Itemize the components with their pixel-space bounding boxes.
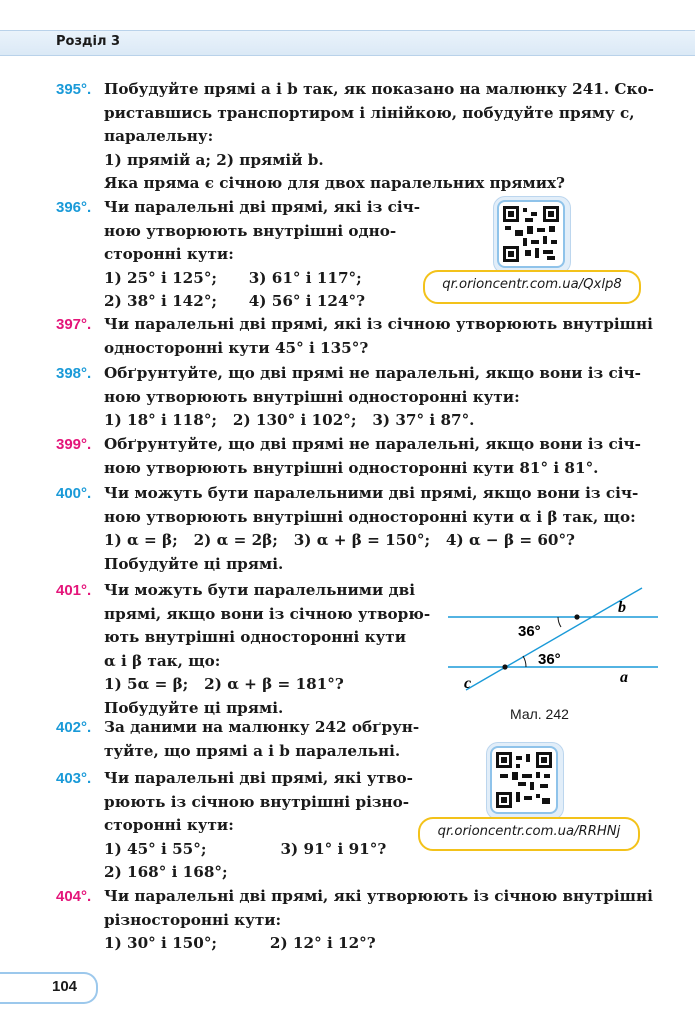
angle-arc — [523, 656, 526, 667]
label-c: c — [464, 675, 472, 692]
problem-line: 2) 38° і 142°; 4) 56° і 124°? — [104, 292, 366, 310]
problem-line: Чи паралельні дві прямі, які із січною утворюють внутрішні — [104, 315, 653, 333]
problem-number: 396°. — [56, 199, 92, 216]
problem-number: 399°. — [56, 436, 92, 453]
problem-number: 398°. — [56, 365, 92, 382]
problem-line: 1) 18° і 118°; 2) 130° і 102°; 3) 37° і 87°. — [104, 411, 475, 429]
problem-line: ють внутрішні односторонні кути — [104, 628, 406, 646]
problem-line: Чи паралельні дві прямі, які утворюють із січною внутрішні — [104, 887, 653, 905]
problem-line: туйте, що прямі a і b паралельні. — [104, 741, 401, 760]
problem-line: 1) 45° і 55°; 3) 91° і 91°? — [104, 839, 387, 858]
problem-number: 397°. — [56, 316, 92, 333]
secant-c — [466, 588, 642, 690]
problem-line: різносторонні кути: — [104, 910, 282, 929]
angle-arc — [558, 617, 561, 627]
problem-line: Обґрунтуйте, що дві прямі не паралельні, якщо вони із січ- — [104, 435, 641, 453]
problem-number: 395°. — [56, 81, 92, 98]
problem-line: Чи можуть бути паралельними дві прямі, якщо вони із січ- — [104, 484, 639, 502]
problem-line: 1) прямій a; 2) прямій b. — [104, 150, 324, 169]
problem-line: 1) 25° і 125°; 3) 61° і 117°; — [104, 268, 362, 287]
problem-line: сторонні кути: — [104, 816, 234, 834]
problem-line: 1) 30° і 150°; 2) 12° і 12°? — [104, 934, 376, 952]
problem-line: ною утворюють внутрішні односторонні кути 81° і 81°. — [104, 458, 599, 477]
figure-caption: Мал. 242 — [510, 706, 569, 722]
intersection-point — [502, 664, 507, 669]
problem-line: α і β так, що: — [104, 651, 221, 670]
problem-line: 1) α = β; 2) α = 2β; 3) α + β = 150°; 4) α − β = 60°? — [104, 531, 575, 549]
section-title: Розділ 3 — [56, 34, 121, 49]
page-number-tab — [0, 972, 98, 1004]
qr-code-icon[interactable] — [492, 748, 556, 812]
problem-number: 402°. — [56, 719, 92, 736]
problem-line: ною утворюють внутрішні односторонні кути α і β так, що: — [104, 507, 636, 526]
problem-line: ною утворюють внутрішні одно- — [104, 221, 397, 240]
problem-line: 1) 5α = β; 2) α + β = 181°? — [104, 675, 344, 693]
problem-line: риставшись транспортиром і лінійкою, побудуйте пряму c, — [104, 103, 635, 122]
label-a: a — [620, 669, 628, 686]
problem-line: Чи паралельні дві прямі, які із січ- — [104, 198, 421, 216]
angle-label-bottom: 36° — [538, 651, 561, 668]
problem-number: 400°. — [56, 485, 92, 502]
problem-line: прямі, якщо вони із січною утворю- — [104, 604, 431, 623]
qr-link[interactable]: qr.orioncentr.com.ua/RRHNj — [418, 817, 640, 851]
problem-number: 401°. — [56, 582, 92, 599]
problem-number: 404°. — [56, 888, 92, 905]
problem-line: Чи можуть бути паралельними дві — [104, 581, 415, 599]
problem-line: сторонні кути: — [104, 245, 234, 263]
problem-line: Побудуйте ці прямі. — [104, 698, 284, 717]
problem-line: Чи паралельні дві прямі, які утво- — [104, 769, 413, 787]
intersection-point — [574, 614, 579, 619]
label-b: b — [618, 599, 626, 616]
problem-line: ною утворюють внутрішні односторонні кути: — [104, 387, 520, 406]
figure-242 — [440, 580, 660, 702]
problem-line: паралельну: — [104, 127, 214, 145]
page-number: 104 — [52, 978, 78, 995]
problem-line: Яка пряма є січною для двох паралельних прямих? — [104, 174, 565, 192]
problem-line: 2) 168° і 168°; — [104, 863, 228, 881]
qr-link[interactable]: qr.orioncentr.com.ua/Qxlp8 — [423, 270, 641, 304]
problem-line: односторонні кути 45° і 135°? — [104, 338, 369, 357]
section-header — [0, 30, 695, 56]
problem-line: Обґрунтуйте, що дві прямі не паралельні, якщо вони із січ- — [104, 364, 641, 382]
problem-number: 403°. — [56, 770, 92, 787]
problem-line: рюють із січною внутрішні різно- — [104, 792, 410, 811]
problem-line: Побудуйте прямі a і b так, як показано на малюнку 241. Ско- — [104, 80, 654, 98]
problem-line: Побудуйте ці прямі. — [104, 554, 284, 573]
angle-label-top: 36° — [518, 623, 541, 640]
qr-code-icon[interactable] — [499, 202, 563, 266]
problem-line: За даними на малюнку 242 обґрун- — [104, 718, 420, 736]
